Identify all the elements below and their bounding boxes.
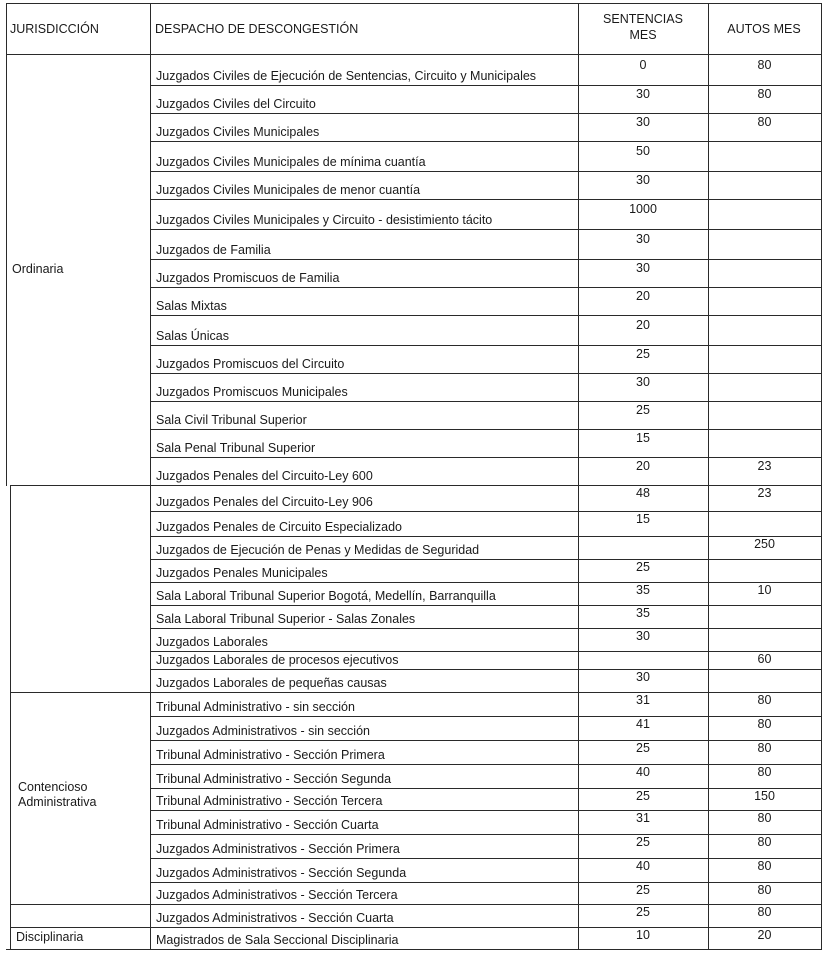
group-contencioso-line2: Administrativa (18, 795, 97, 809)
group-contencioso-line1: Contencioso (18, 780, 88, 794)
row-divider (150, 259, 822, 260)
sentencias-cell: 30 (636, 232, 650, 246)
despacho-cell: Juzgados Civiles del Circuito (156, 97, 316, 111)
sentencias-cell: 15 (636, 512, 650, 526)
row-divider (150, 401, 822, 402)
autos-cell: 80 (757, 835, 772, 849)
autos-cell: 80 (757, 811, 772, 825)
autos-cell: 250 (754, 537, 775, 551)
sentencias-cell: 30 (636, 670, 650, 684)
autos-cell: 10 (757, 583, 772, 597)
sentencias-cell: 25 (636, 403, 650, 417)
despacho-cell: Juzgados Administrativos - Sección Primera (156, 842, 400, 856)
header-sentencias-line1: SENTENCIAS (603, 12, 683, 26)
autos-cell: 20 (757, 928, 772, 942)
row-divider (10, 927, 822, 928)
despacho-cell: Juzgados Penales del Circuito-Ley 600 (156, 469, 373, 483)
row-divider (150, 511, 822, 512)
despacho-cell: Tribunal Administrativo - Sección Tercera (156, 794, 383, 808)
row-divider (150, 582, 822, 583)
sentencias-cell: 30 (636, 629, 650, 643)
autos-cell: 60 (757, 652, 772, 666)
row-divider (150, 315, 822, 316)
row-divider (150, 141, 822, 142)
header-jurisdiccion: JURISDICCIÓN (10, 22, 99, 36)
table-bottom-border (6, 949, 822, 950)
header-autos: AUTOS MES (727, 22, 801, 36)
row-divider (150, 858, 822, 859)
sentencias-cell: 25 (636, 741, 650, 755)
header-sentencias-line2: MES (629, 28, 657, 42)
autos-cell: 80 (757, 859, 772, 873)
despacho-cell: Sala Civil Tribunal Superior (156, 413, 307, 427)
row-divider (150, 113, 822, 114)
sentencias-cell: 25 (636, 905, 650, 919)
sentencias-cell: 25 (636, 789, 650, 803)
despacho-cell: Juzgados Penales del Circuito-Ley 906 (156, 495, 373, 509)
despacho-cell: Salas Únicas (156, 329, 229, 343)
autos-cell: 23 (757, 459, 772, 473)
autos-cell: 80 (757, 741, 772, 755)
sentencias-cell: 25 (636, 560, 650, 574)
sentencias-cell: 25 (636, 883, 650, 897)
autos-cell: 80 (757, 58, 772, 72)
despacho-cell: Salas Mixtas (156, 299, 227, 313)
despacho-cell: Juzgados Civiles de Ejecución de Sentencias, Circuito y Municipales (156, 69, 537, 83)
header-despacho: DESPACHO DE DESCONGESTIÓN (155, 22, 359, 36)
sentencias-cell: 30 (636, 261, 650, 275)
despacho-cell: Juzgados de Familia (156, 243, 271, 257)
despacho-cell: Juzgados de Ejecución de Penas y Medidas de Seguridad (156, 543, 480, 557)
row-divider (10, 904, 822, 905)
despacho-cell: Juzgados Penales de Circuito Especializado (156, 520, 402, 534)
sentencias-cell: 20 (636, 318, 650, 332)
row-divider (150, 788, 822, 789)
sentencias-cell: 10 (636, 928, 650, 942)
row-divider (150, 559, 822, 560)
row-divider (150, 740, 822, 741)
sentencias-cell: 50 (636, 144, 650, 158)
row-divider (150, 171, 822, 172)
sentencias-cell: 35 (636, 583, 650, 597)
despacho-cell: Juzgados Administrativos - sin sección (156, 724, 370, 738)
despacho-cell: Juzgados Promiscuos del Circuito (156, 357, 345, 371)
row-divider (150, 834, 822, 835)
autos-cell: 150 (754, 789, 775, 803)
autos-cell: 80 (757, 765, 772, 779)
left-border-upper (6, 3, 7, 486)
row-divider (150, 373, 822, 374)
despacho-cell: Sala Penal Tribunal Superior (156, 441, 316, 455)
row-divider (10, 485, 822, 486)
sentencias-cell: 48 (636, 486, 650, 500)
despacho-cell: Tribunal Administrativo - sin sección (156, 700, 355, 714)
row-divider (150, 287, 822, 288)
sentencias-cell: 30 (636, 375, 650, 389)
divider-autos (708, 3, 709, 950)
despacho-cell: Juzgados Administrativos - Sección Cuarta (156, 911, 394, 925)
autos-cell: 80 (757, 883, 772, 897)
left-border-lower (10, 485, 11, 950)
sentencias-cell: 25 (636, 347, 650, 361)
row-divider (150, 716, 822, 717)
row-divider (150, 810, 822, 811)
row-divider (150, 429, 822, 430)
row-divider (150, 669, 822, 670)
sentencias-cell: 31 (636, 693, 650, 707)
group-ordinaria: Ordinaria (12, 262, 64, 276)
sentencias-cell: 20 (636, 289, 650, 303)
despacho-cell: Juzgados Promiscuos de Familia (156, 271, 340, 285)
sentencias-cell: 20 (636, 459, 650, 473)
despacho-cell: Juzgados Administrativos - Sección Tercera (156, 888, 398, 902)
sentencias-cell: 40 (636, 765, 650, 779)
row-divider (150, 345, 822, 346)
header-bottom-border (6, 54, 822, 55)
autos-cell: 80 (757, 693, 772, 707)
despacho-cell: Juzgados Civiles Municipales de menor cuantía (156, 183, 421, 197)
despacho-cell: Juzgados Laborales de pequeñas causas (156, 676, 387, 690)
row-divider (150, 605, 822, 606)
sentencias-cell: 15 (636, 431, 650, 445)
sentencias-cell: 35 (636, 606, 650, 620)
despacho-cell: Juzgados Penales Municipales (156, 566, 328, 580)
despacho-cell: Juzgados Laborales de procesos ejecutivos (156, 653, 399, 667)
sentencias-cell: 41 (636, 717, 650, 731)
row-divider (150, 229, 822, 230)
sentencias-cell: 30 (636, 115, 650, 129)
autos-cell: 80 (757, 115, 772, 129)
sentencias-cell: 25 (636, 835, 650, 849)
row-divider (150, 628, 822, 629)
row-divider (150, 199, 822, 200)
autos-cell: 80 (757, 905, 772, 919)
table-top-border (6, 3, 822, 4)
row-divider (10, 692, 822, 693)
despacho-cell: Tribunal Administrativo - Sección Cuarta (156, 818, 379, 832)
autos-cell: 80 (757, 87, 772, 101)
row-divider (150, 85, 822, 86)
despacho-cell: Sala Laboral Tribunal Superior Bogotá, Medellín, Barranquilla (156, 589, 496, 603)
row-divider (150, 457, 822, 458)
divider-sentencias (578, 3, 579, 950)
despacho-cell: Juzgados Civiles Municipales y Circuito - desistimiento tácito (156, 213, 493, 227)
autos-cell: 23 (757, 486, 772, 500)
group-disciplinaria: Disciplinaria (16, 930, 84, 944)
sentencias-cell: 0 (639, 58, 647, 72)
sentencias-cell: 30 (636, 87, 650, 101)
sentencias-cell: 1000 (629, 202, 657, 216)
sentencias-cell: 40 (636, 859, 650, 873)
despacho-cell: Magistrados de Sala Seccional Disciplinaria (156, 933, 399, 947)
despacho-cell: Juzgados Civiles Municipales de mínima cuantía (156, 155, 426, 169)
row-divider (150, 882, 822, 883)
row-divider (150, 651, 822, 652)
despacho-cell: Sala Laboral Tribunal Superior - Salas Zonales (156, 612, 416, 626)
despacho-cell: Juzgados Laborales (156, 635, 268, 649)
despacho-cell: Juzgados Promiscuos Municipales (156, 385, 348, 399)
despacho-cell: Juzgados Civiles Municipales (156, 125, 320, 139)
despacho-cell: Tribunal Administrativo - Sección Primera (156, 748, 385, 762)
sentencias-cell: 30 (636, 173, 650, 187)
autos-cell: 80 (757, 717, 772, 731)
sentencias-cell: 31 (636, 811, 650, 825)
row-divider (150, 536, 822, 537)
despacho-cell: Juzgados Administrativos - Sección Segunda (156, 866, 407, 880)
row-divider (150, 764, 822, 765)
divider-despacho (150, 3, 151, 950)
right-border (821, 3, 822, 950)
despacho-cell: Tribunal Administrativo - Sección Segunda (156, 772, 392, 786)
